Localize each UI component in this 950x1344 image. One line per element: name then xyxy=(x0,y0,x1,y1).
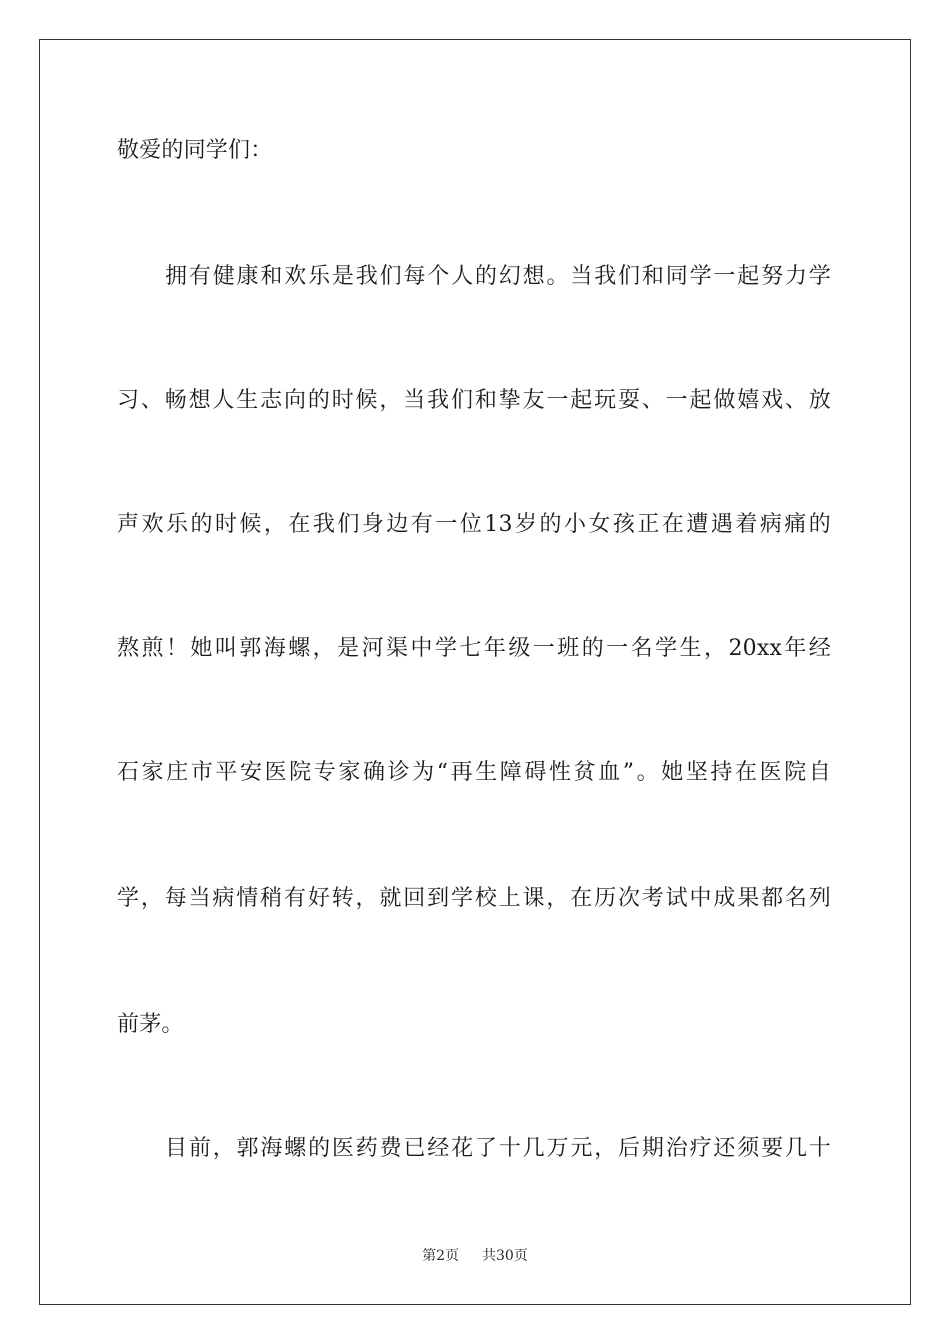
page-number: 第2页 xyxy=(422,1248,460,1264)
paragraph-line-3: 声欢乐的时候，在我们身边有一位13岁的小女孩正在遭遇着病痛的 xyxy=(117,512,831,537)
paragraph-line-7: 前茅。 xyxy=(117,1012,184,1037)
salutation: 敬爱的同学们： xyxy=(117,138,273,163)
paragraph-line-5: 石家庄市平安医院专家确诊为“再生障碍性贫血”。她坚持在医院自 xyxy=(117,760,831,785)
paragraph-line-4: 熬煎！她叫郭海螺，是河渠中学七年级一班的一名学生，20xx年经 xyxy=(117,636,831,661)
paragraph-line-1: 拥有健康和欢乐是我们每个人的幻想。当我们和同学一起努力学 xyxy=(165,264,831,289)
page-border xyxy=(39,39,911,1305)
paragraph-2-line-1: 目前，郭海螺的医药费已经花了十几万元，后期治疗还须要几十 xyxy=(165,1136,831,1161)
paragraph-line-2: 习、畅想人生志向的时候，当我们和挚友一起玩耍、一起做嬉戏、放 xyxy=(117,388,831,413)
paragraph-line-6: 学，每当病情稍有好转，就回到学校上课，在历次考试中成果都名列 xyxy=(117,886,831,911)
page-total: 共30页 xyxy=(482,1248,528,1264)
page-footer xyxy=(0,1247,950,1265)
